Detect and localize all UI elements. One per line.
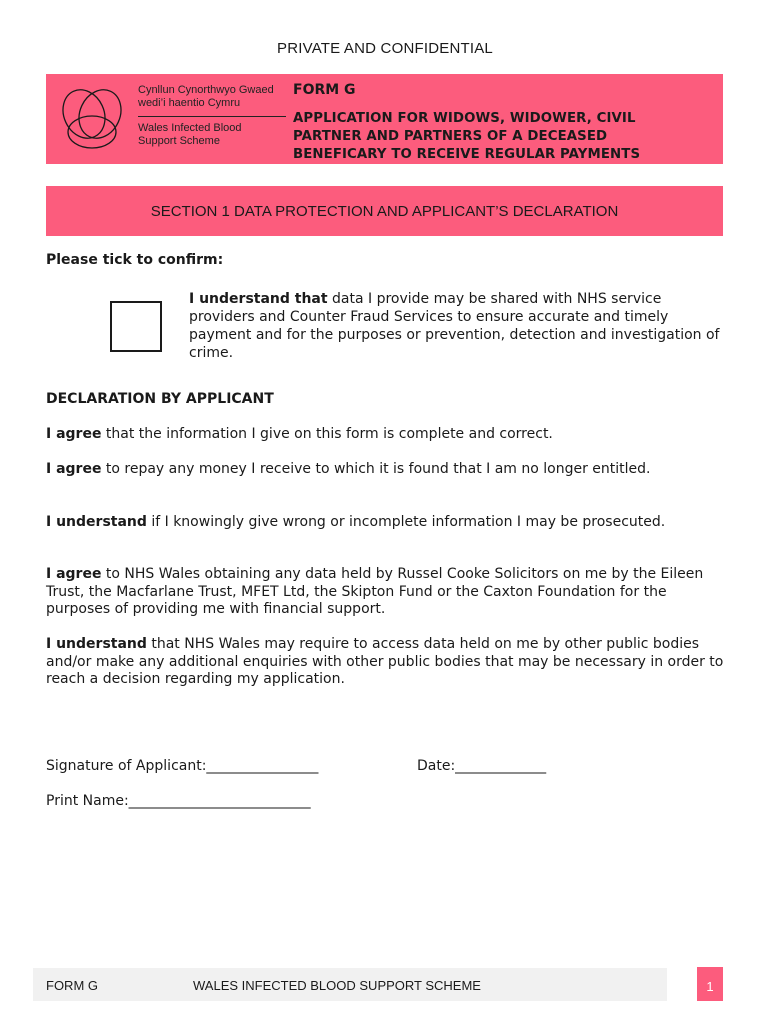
declaration-item <box>46 461 726 479</box>
declaration-item-bold: I agree <box>46 566 102 582</box>
logo-english-line2: Support Scheme <box>138 135 220 147</box>
print-name-field[interactable]: Print Name:__________________________ <box>46 793 311 809</box>
declaration-item <box>46 426 726 444</box>
declaration-title: DECLARATION BY APPLICANT <box>46 391 274 407</box>
section-title: SECTION 1 DATA PROTECTION AND APPLICANT’S DECLARATION <box>150 202 619 220</box>
date-field[interactable]: Date:_____________ <box>417 758 547 774</box>
form-title: FORM G <box>293 82 356 98</box>
declaration-item-text: to repay any money I receive to which it is found that I am no longer entitled. <box>101 461 651 477</box>
confidential-label: PRIVATE AND CONFIDENTIAL <box>277 40 493 57</box>
tick-confirm-title: Please tick to confirm: <box>46 252 224 268</box>
declaration-item-bold: I understand <box>46 514 147 530</box>
confirm-statement <box>189 290 729 362</box>
page-number <box>697 967 723 1001</box>
logo-english-line1: Wales Infected Blood <box>138 122 242 134</box>
form-subtitle-line2: PARTNER AND PARTNERS OF A DECEASED <box>293 129 608 144</box>
logo-welsh-line1: Cynllun Cynorthwyo Gwaed <box>138 84 274 96</box>
declaration-item-text: that NHS Wales may require to access data held on me by other public bodies and/or make any additional enquiries with other public bodies that may be necessary in order to reach a decision regarding my application. <box>46 636 724 688</box>
declaration-item <box>46 636 726 689</box>
confirm-checkbox[interactable] <box>110 301 162 352</box>
form-subtitle <box>293 110 721 164</box>
confirm-bold: I understand that <box>189 291 328 307</box>
declaration-item-bold: I agree <box>46 426 102 442</box>
declaration-item-bold: I agree <box>46 461 102 477</box>
section-heading <box>46 186 723 236</box>
footer-scheme-label: WALES INFECTED BLOOD SUPPORT SCHEME <box>193 978 481 993</box>
declaration-item-bold: I understand <box>46 636 147 652</box>
form-subtitle-line3: BENEFICARY TO RECEIVE REGULAR PAYMENTS <box>293 147 641 162</box>
page-number-text: 1 <box>706 979 714 994</box>
declaration-item <box>46 514 726 532</box>
declaration-item-text: if I knowingly give wrong or incomplete information I may be prosecuted. <box>146 514 666 530</box>
signature-field[interactable]: Signature of Applicant:________________ <box>46 758 319 774</box>
logo-welsh-line2: wedi’i haentio Cymru <box>138 97 241 109</box>
page-footer <box>33 968 667 1001</box>
declaration-item-text: to NHS Wales obtaining any data held by Russel Cooke Solicitors on me by the Eileen Trust, the Macfarlane Trust, MFET Ltd, the Skipton Fund or the Caxton Foundation for the purposes of providing me with financial support. <box>46 566 704 618</box>
form-subtitle-line1: APPLICATION FOR WIDOWS, WIDOWER, CIVIL <box>293 111 636 126</box>
logo-wordmark <box>138 84 288 148</box>
declaration-item-text: that the information I give on this form is complete and correct. <box>101 426 553 442</box>
header-band <box>46 74 723 164</box>
footer-form-label: FORM G <box>46 978 98 993</box>
declaration-item <box>46 566 726 619</box>
interlocking-rings-logo-icon <box>54 80 134 160</box>
confirm-text: data I provide may be shared with NHS service providers and Counter Fraud Services to ensure accurate and timely payment and for the purposes or prevention, detection and investigation of crime. <box>189 291 720 361</box>
logo-divider <box>138 116 286 117</box>
